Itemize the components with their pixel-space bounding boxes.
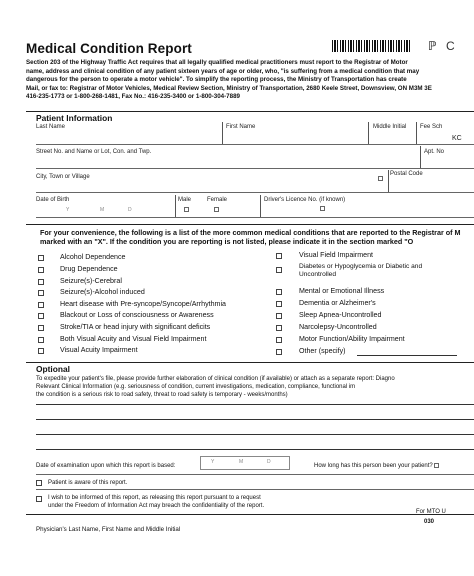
fee-schedule-label: Fee Sch <box>420 124 443 130</box>
condition-checkbox[interactable] <box>276 349 282 355</box>
condition-label: Dementia or Alzheimer's <box>299 299 376 307</box>
section-divider <box>26 362 474 363</box>
condition-label: Blackout or Loss of consciousness or Awareness <box>60 311 214 319</box>
clinical-info-line[interactable] <box>36 434 474 435</box>
logo-partial-text: C <box>446 39 455 53</box>
dob-month-hint: M <box>100 207 105 213</box>
exam-date-label: Date of examination upon which this report is based: <box>36 463 176 469</box>
condition-label: Sleep Apnea-Uncontrolled <box>299 311 382 319</box>
apt-label: Apt. No <box>424 149 445 155</box>
optional-instructions: To expedite your patient's file, please provide further elaboration of clinical condition (if available) or attach as a separate report: Diagno Relevant Clinical Information (e.g. seriousness of condition, current investigations, medication, compliance, functional im the condition is a serious risk to road safety, threat to road safety is temporary - weeks/months) <box>36 376 395 399</box>
optional-title: Optional <box>36 364 70 374</box>
form-code-number: 030 <box>424 519 435 525</box>
condition-checkbox[interactable] <box>38 267 44 273</box>
condition-checkbox[interactable] <box>38 302 44 308</box>
condition-checkbox[interactable] <box>276 253 282 259</box>
condition-checkbox[interactable] <box>38 325 44 331</box>
city-checkbox[interactable] <box>378 176 383 181</box>
section-divider <box>26 224 474 225</box>
condition-label: Narcolepsy-Uncontrolled <box>299 323 377 331</box>
exam-year-hint: Y <box>211 459 215 465</box>
patient-aware-checkbox[interactable] <box>36 480 42 486</box>
exam-day-hint: D <box>267 459 271 465</box>
field-line <box>36 192 474 193</box>
condition-label: Mental or Emotional Illness <box>299 287 385 295</box>
condition-checkbox[interactable] <box>38 279 44 285</box>
licence-label: Driver's Licence No. (if known) <box>264 197 346 203</box>
condition-checkbox[interactable] <box>38 290 44 296</box>
physician-name-label: Physician's Last Name, First Name and Middle Initial <box>36 526 181 533</box>
middle-initial-label: Middle Initial <box>373 124 407 130</box>
disclose-checkbox[interactable] <box>36 496 42 502</box>
condition-checkbox[interactable] <box>276 325 282 331</box>
field-divider <box>420 146 421 168</box>
form-code: For MTO U <box>416 509 446 515</box>
field-divider <box>260 195 261 217</box>
last-name-label: Last Name <box>36 124 66 130</box>
how-long-label: How long has this person been your patient? <box>314 463 433 469</box>
first-name-label: First Name <box>226 124 256 130</box>
patient-info-title: Patient Information <box>36 113 113 123</box>
field-line <box>36 168 474 169</box>
male-label: Male <box>178 197 192 203</box>
conditions-intro: For your convenience, the following is a list of the more common medical conditions that are reported to the Registrar of M marked with an "X". If the condition you are reporting is not listed, please indicate it in the section marked "O <box>40 228 461 247</box>
field-line <box>36 217 474 218</box>
dob-year-hint: Y <box>66 207 70 213</box>
disclose-label: I wish to be informed of this report, as releasing this report pursuant to a request under the Freedom of Information Act may breach the confidentiality of the report. <box>48 495 265 509</box>
clinical-info-line[interactable] <box>36 449 474 450</box>
field-divider <box>222 122 223 144</box>
female-checkbox[interactable] <box>214 207 219 212</box>
condition-checkbox[interactable] <box>276 337 282 343</box>
how-long-checkbox[interactable] <box>434 463 439 468</box>
condition-checkbox[interactable] <box>276 289 282 295</box>
condition-checkbox[interactable] <box>38 348 44 354</box>
field-line <box>36 474 474 475</box>
section-divider <box>26 514 474 515</box>
condition-checkbox[interactable] <box>276 313 282 319</box>
intro-paragraph: Section 203 of the Highway Traffic Act requires that all legally qualified medical practitioners must report to the Registrar of Motor name, address and clinical condition of any patient sixteen years of age or older, who, "is suffering from a medical condition that may dangerous for the person to operate a motor vehicle". To simplify the reporting process, the Ministry of Transportation has create Mail, or fax to: Registrar of Motor Vehicles, Medical Review Section, Ministry of Transportation, 2680 Keele Street, Downsview, ON M3M 3E 416-235-1773 or 1-800-268-1481, Fax No.: 416-235-3400 or 1-800-304-7889 <box>26 59 432 101</box>
condition-label: Stroke/TIA or head injury with significant deficits <box>60 323 211 331</box>
condition-label: Drug Dependence <box>60 265 118 273</box>
condition-label: Motor Function/Ability Impairment <box>299 335 405 343</box>
field-divider <box>368 122 369 144</box>
ontario-logo-icon: ℙ <box>428 39 437 53</box>
exam-date-field[interactable] <box>200 456 290 470</box>
condition-label: Diabetes or Hypoglycemia or Diabetic and Uncontrolled <box>299 263 423 279</box>
condition-label: Heart disease with Pre-syncope/Syncope/Arrhythmia <box>60 300 226 308</box>
condition-label: Visual Field Impairment <box>299 251 373 259</box>
condition-label: Both Visual Acuity and Visual Field Impairment <box>60 335 207 343</box>
condition-checkbox[interactable] <box>276 301 282 307</box>
dob-day-hint: D <box>128 207 132 213</box>
condition-label: Other (specify) <box>299 347 346 355</box>
field-line <box>36 144 474 145</box>
page-title: Medical Condition Report <box>26 41 192 56</box>
female-label: Female <box>207 197 228 203</box>
clinical-info-line[interactable] <box>36 404 474 405</box>
fee-schedule-value: KC <box>452 135 462 142</box>
condition-checkbox[interactable] <box>38 255 44 261</box>
barcode <box>332 40 412 52</box>
other-specify-field[interactable] <box>357 355 457 356</box>
licence-known-checkbox[interactable] <box>320 206 325 211</box>
condition-label: Visual Acuity Impairment <box>60 346 138 354</box>
male-checkbox[interactable] <box>184 207 189 212</box>
field-line <box>36 489 474 490</box>
condition-label: Seizure(s)-Alcohol induced <box>60 288 145 296</box>
condition-checkbox[interactable] <box>38 337 44 343</box>
field-divider <box>388 170 389 192</box>
patient-aware-label: Patient is aware of this report. <box>48 480 128 486</box>
field-divider <box>175 195 176 217</box>
dob-label: Date of Birth <box>36 197 70 203</box>
condition-checkbox[interactable] <box>38 313 44 319</box>
condition-label: Alcohol Dependence <box>60 253 126 261</box>
city-label: City, Town or Village <box>36 174 90 180</box>
exam-month-hint: M <box>239 459 244 465</box>
condition-checkbox[interactable] <box>276 267 282 273</box>
clinical-info-line[interactable] <box>36 419 474 420</box>
postal-code-label: Postal Code <box>390 171 423 177</box>
section-divider <box>26 111 474 112</box>
condition-label: Seizure(s)-Cerebral <box>60 277 122 285</box>
street-label: Street No. and Name or Lot, Con. and Twp. <box>36 149 152 155</box>
field-divider <box>416 122 417 144</box>
